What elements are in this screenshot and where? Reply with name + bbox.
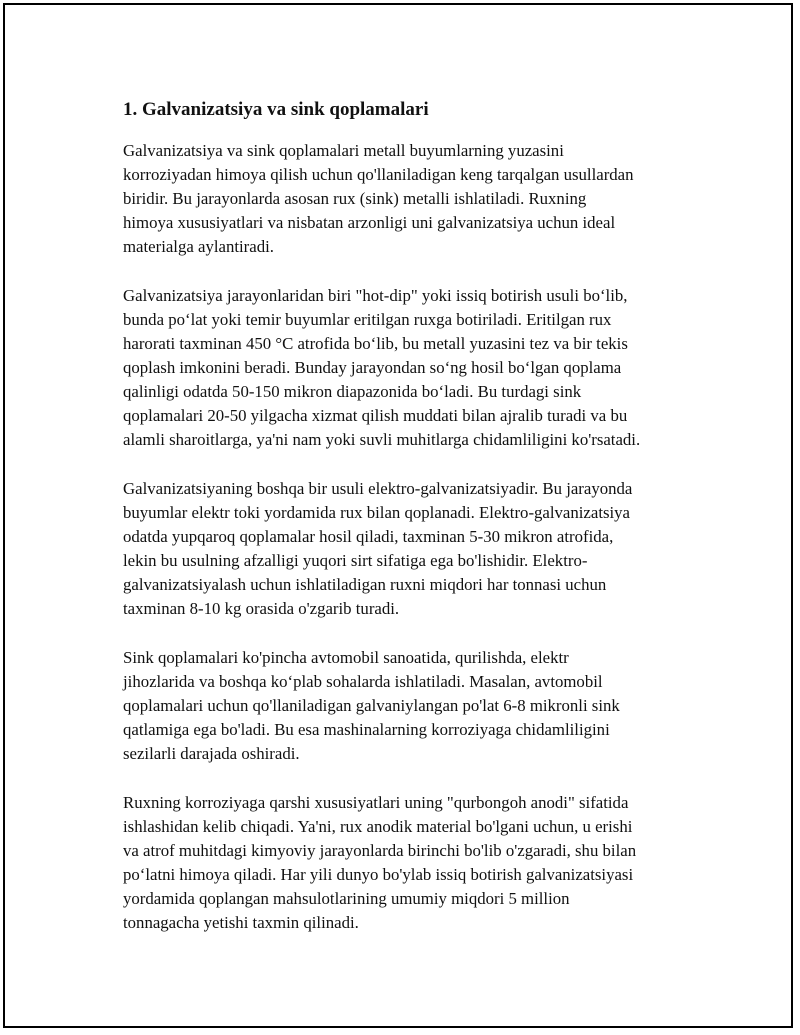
text-line: himoya xususiyatlari va nisbatan arzonligi uni galvanizatsiya uchun ideal	[123, 213, 616, 232]
paragraph-4	[123, 646, 693, 766]
text-line: odatda yupqaroq qoplamalar hosil qiladi, taxminan 5-30 mikron atrofida,	[123, 527, 614, 546]
text-line: taxminan 8-10 kg orasida o'zgarib turadi.	[123, 599, 400, 618]
text-line: biridir. Bu jarayonlarda asosan rux (sink) metalli ishlatiladi. Ruxning	[123, 189, 587, 208]
paragraph-2	[123, 284, 693, 452]
text-line: ishlashidan kelib chiqadi. Ya'ni, rux anodik material bo'lgani uchun, u erishi	[123, 817, 633, 836]
text-line: jihozlarida va boshqa ko‘plab sohalarda ishlatiladi. Masalan, avtomobil	[123, 672, 603, 691]
text-line: Ruxning korroziyaga qarshi xususiyatlari uning "qurbongoh anodi" sifatida	[123, 793, 629, 812]
text-line: materialga aylantiradi.	[123, 237, 274, 256]
text-line: qoplamalari uchun qo'llaniladigan galvaniylangan po'lat 6-8 mikronli sink	[123, 696, 620, 715]
text-line: alamli sharoitlarga, ya'ni nam yoki suvli muhitlarga chidamliligini ko'rsatadi.	[123, 430, 641, 449]
text-line: harorati taxminan 450 °C atrofida bo‘lib, bu metall yuzasini tez va bir tekis	[123, 334, 628, 353]
text-line: galvanizatsiyalash uchun ishlatiladigan ruxni miqdori har tonnasi uchun	[123, 575, 607, 594]
text-line: yordamida qoplangan mahsulotlarining umumiy miqdori 5 million	[123, 889, 570, 908]
text-line: va atrof muhitdagi kimyoviy jarayonlarda birinchi bo'lib o'zgaradi, shu bilan	[123, 841, 637, 860]
text-line: qatlamiga ega bo'ladi. Bu esa mashinalarning korroziyaga chidamliligini	[123, 720, 610, 739]
text-line: sezilarli darajada oshiradi.	[123, 744, 300, 763]
text-line: qoplamalari 20-50 yilgacha xizmat qilish muddati bilan ajralib turadi va bu	[123, 406, 628, 425]
text-line: buyumlar elektr toki yordamida rux bilan qoplanadi. Elektro-galvanizatsiya	[123, 503, 631, 522]
text-line: Sink qoplamalari ko'pincha avtomobil sanoatida, qurilishda, elektr	[123, 648, 569, 667]
text-line: po‘latni himoya qiladi. Har yili dunyo bo'ylab issiq botirish galvanizatsiyasi	[123, 865, 634, 884]
text-line: korroziyadan himoya qilish uchun qo'llaniladigan keng tarqalgan usullardan	[123, 165, 634, 184]
text-line: tonnagacha yetishi taxmin qilinadi.	[123, 913, 359, 932]
section-heading: 1. Galvanizatsiya va sink qoplamalari	[123, 99, 429, 120]
text-line: bunda po‘lat yoki temir buyumlar eritilgan ruxga botiriladi. Eritilgan rux	[123, 310, 612, 329]
paragraph-3	[123, 477, 693, 621]
paragraph-1	[123, 139, 693, 259]
text-line: lekin bu usulning afzalligi yuqori sirt sifatiga ega bo'lishidir. Elektro-	[123, 551, 588, 570]
text-line: Galvanizatsiya va sink qoplamalari metall buyumlarning yuzasini	[123, 141, 564, 160]
paragraph-5	[123, 791, 693, 935]
text-line: qoplash imkonini beradi. Bunday jarayondan so‘ng hosil bo‘lgan qoplama	[123, 358, 622, 377]
document-body	[123, 97, 693, 960]
page-frame	[3, 3, 793, 1028]
text-line: Galvanizatsiya jarayonlaridan biri "hot-dip" yoki issiq botirish usuli bo‘lib,	[123, 286, 628, 305]
text-line: Galvanizatsiyaning boshqa bir usuli elektro-galvanizatsiyadir. Bu jarayonda	[123, 479, 633, 498]
text-line: qalinligi odatda 50-150 mikron diapazonida bo‘ladi. Bu turdagi sink	[123, 382, 582, 401]
